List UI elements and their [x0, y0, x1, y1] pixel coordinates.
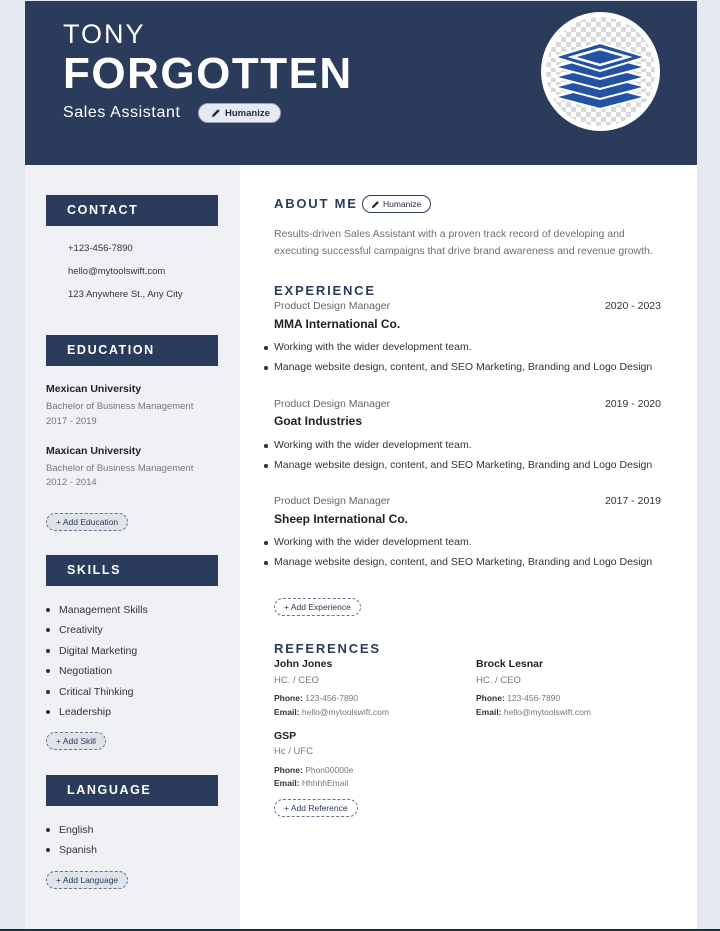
- experience-dates: 2019 - 2020: [604, 398, 661, 410]
- experience-bullet: Working with the wider development team.: [274, 341, 472, 353]
- experience-bullet: Working with the wider development team.: [274, 536, 472, 548]
- phone-value: 123-456-7890: [305, 693, 359, 703]
- add-skill-button[interactable]: + Add Skill: [46, 732, 106, 750]
- reference-phone: [476, 693, 560, 703]
- reference-email: [274, 778, 348, 788]
- email-value: hello@mytoolswift.com: [301, 707, 389, 717]
- email-label: Email:: [274, 707, 300, 717]
- contact-address: 123 Anywhere St., Any City: [68, 289, 183, 300]
- language-list: [46, 822, 226, 863]
- contact-heading: CONTACT: [46, 195, 218, 226]
- reference-title: HC. / CEO: [476, 675, 521, 686]
- add-education-button[interactable]: + Add Education: [46, 513, 128, 531]
- experience-bullet: Manage website design, content, and SEO Marketing, Branding and Logo Design: [274, 556, 653, 568]
- phone-value: 123-456-7890: [507, 693, 561, 703]
- company-logo-layers-icon: [546, 17, 655, 126]
- email-label: Email:: [476, 707, 502, 717]
- reference-title: Hc / UFC: [274, 746, 314, 757]
- skill-item: Digital Marketing: [46, 643, 226, 663]
- pencil-icon: [371, 200, 380, 209]
- reference-phone: [274, 765, 353, 775]
- education-heading: EDUCATION: [46, 335, 218, 366]
- references-heading: REFERENCES: [274, 641, 381, 656]
- phone-label: Phone:: [274, 765, 303, 775]
- sidebar: [25, 165, 240, 929]
- reference-email: [476, 707, 591, 717]
- experience-bullet: Working with the wider development team.: [274, 439, 472, 451]
- experience-role: Product Design Manager: [274, 398, 391, 410]
- education-years: 2012 - 2014: [46, 477, 97, 488]
- pencil-icon: [211, 108, 221, 118]
- language-heading: LANGUAGE: [46, 775, 218, 806]
- experience-bullet: Manage website design, content, and SEO Marketing, Branding and Logo Design: [274, 361, 653, 373]
- humanize-about-button[interactable]: [362, 195, 431, 213]
- reference-name: John Jones: [274, 658, 333, 670]
- education-degree: Bachelor of Business Management: [46, 401, 194, 412]
- humanize-title-button[interactable]: [198, 103, 281, 123]
- about-text: Results-driven Sales Assistant with a proven track record of developing and executing successful campaigns that drive brand awareness and revenue growth.: [274, 228, 653, 257]
- job-title: Sales Assistant: [63, 104, 181, 121]
- first-name: TONY: [63, 19, 146, 49]
- reference-name: Brock Lesnar: [476, 658, 544, 670]
- phone-label: Phone:: [274, 693, 303, 703]
- last-name: FORGOTTEN: [63, 49, 353, 98]
- add-reference-button[interactable]: + Add Reference: [274, 799, 358, 817]
- email-value: HhhhhEmail: [301, 778, 349, 788]
- logo-background: [546, 17, 655, 126]
- skill-item: Creativity: [46, 622, 226, 642]
- reference-email: [274, 707, 389, 717]
- skill-item: Critical Thinking: [46, 684, 226, 704]
- phone-label: Phone:: [476, 693, 505, 703]
- skills-heading: SKILLS: [46, 555, 218, 586]
- experience-heading: EXPERIENCE: [274, 283, 376, 298]
- experience-company: Sheep International Co.: [274, 512, 409, 526]
- experience-dates: 2020 - 2023: [604, 300, 661, 312]
- add-language-button[interactable]: + Add Language: [46, 871, 128, 889]
- reference-title: HC. / CEO: [274, 675, 319, 686]
- experience-company: MMA International Co.: [274, 317, 401, 331]
- skill-item: Leadership: [46, 704, 226, 724]
- education-school: Maxican University: [46, 445, 142, 457]
- language-item: Spanish: [46, 842, 226, 862]
- experience-bullet: Manage website design, content, and SEO Marketing, Branding and Logo Design: [274, 459, 653, 471]
- language-item: English: [46, 822, 226, 842]
- skills-list: [46, 602, 226, 724]
- education-degree: Bachelor of Business Management: [46, 463, 194, 474]
- education-years: 2017 - 2019: [46, 416, 97, 427]
- humanize-label: Humanize: [383, 199, 422, 209]
- resume-page: [25, 1, 697, 929]
- add-experience-button[interactable]: + Add Experience: [274, 598, 361, 616]
- phone-value: Phon00000e: [305, 765, 354, 775]
- experience-company: Goat Industries: [274, 414, 363, 428]
- reference-phone: [274, 693, 358, 703]
- resume-header: [25, 1, 697, 165]
- humanize-label: Humanize: [225, 107, 270, 119]
- email-label: Email:: [274, 778, 300, 788]
- reference-name: GSP: [274, 730, 297, 742]
- about-heading: ABOUT ME: [274, 196, 358, 211]
- education-school: Mexican University: [46, 383, 142, 395]
- contact-email: hello@mytoolswift.com: [68, 266, 166, 277]
- skill-item: Negotiation: [46, 663, 226, 683]
- email-value: hello@mytoolswift.com: [503, 707, 591, 717]
- contact-phone: +123-456-7890: [68, 243, 133, 254]
- company-logo: [541, 12, 660, 131]
- skill-item: Management Skills: [46, 602, 226, 622]
- experience-role: Product Design Manager: [274, 300, 391, 312]
- experience-dates: 2017 - 2019: [604, 495, 661, 507]
- experience-role: Product Design Manager: [274, 495, 391, 507]
